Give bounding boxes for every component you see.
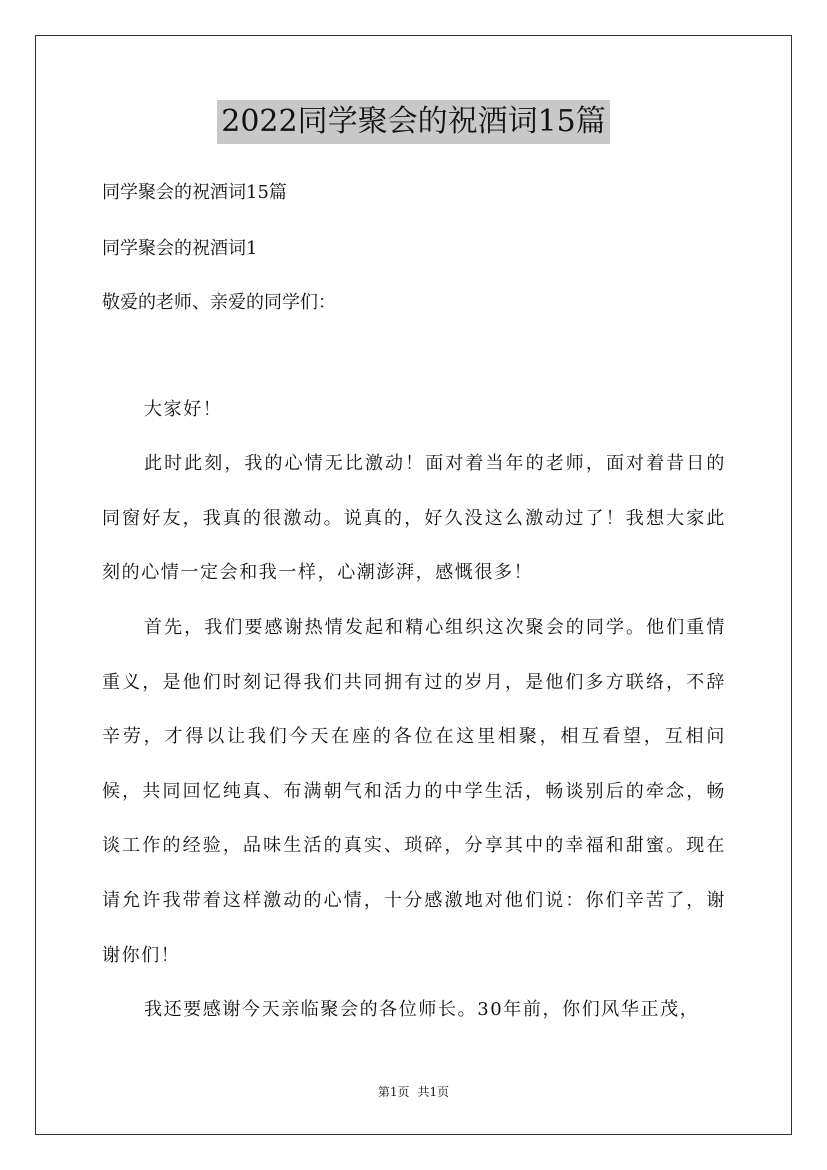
body-paragraph-2: 首先，我们要感谢热情发起和精心组织这次聚会的同学。他们重情重义，是他们时刻记得我们共同拥有过的岁月，是他们多方联络，不辞辛劳，才得以让我们今天在座的各位在这里相聚，相互看望，互相问候，共同回忆纯真、布满朝气和活力的中学生活，畅谈别后的牵念，畅谈工作的经验，品味生活的真实、琐碎，分享其中的幸福和甜蜜。现在请允许我带着这样激动的心情，十分感激地对他们说：你们辛苦了，谢谢你们！ xyxy=(102,617,726,966)
page-number: 第1页 xyxy=(377,1085,410,1099)
body-paragraph-3: 我还要感谢今天亲临聚会的各位师长。30年前，你们风华正茂， xyxy=(144,999,700,1020)
section-heading: 同学聚会的祝酒词1 xyxy=(102,238,258,259)
document-title-container xyxy=(0,100,827,144)
page-footer xyxy=(0,1084,827,1100)
greeting-paragraph: 大家好！ xyxy=(144,399,223,420)
page-total: 共1页 xyxy=(417,1085,450,1099)
salutation: 敬爱的老师、亲爱的同学们： xyxy=(102,292,336,313)
document-subtitle: 同学聚会的祝酒词15篇 xyxy=(102,182,287,203)
document-title: 2022同学聚会的祝酒词15篇 xyxy=(217,100,610,144)
body-paragraph-1: 此时此刻，我的心情无比激动！面对着当年的老师，面对着昔日的同窗好友，我真的很激动。说真的，好久没这么激动过了！我想大家此刻的心情一定会和我一样，心潮澎湃，感慨很多！ xyxy=(102,453,726,584)
